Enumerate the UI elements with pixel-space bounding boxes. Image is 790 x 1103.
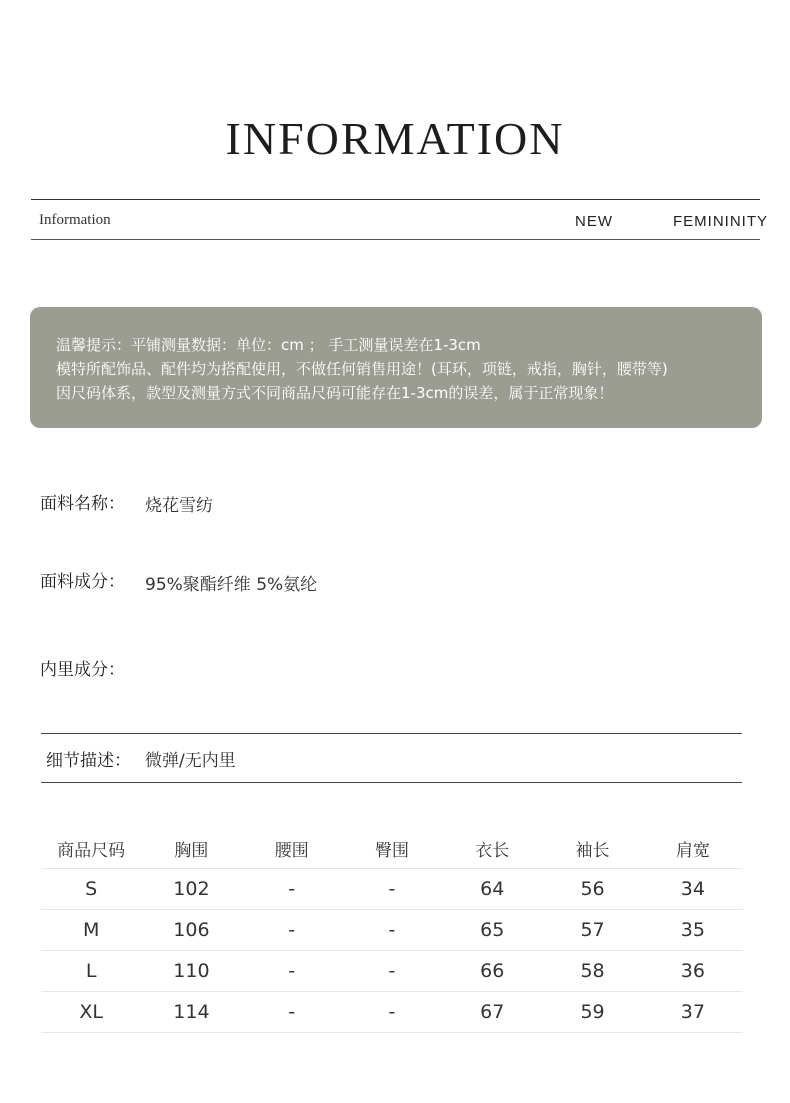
size-header-cell: 肩宽	[643, 828, 743, 869]
size-cell: XL	[41, 992, 141, 1033]
table-row	[41, 951, 743, 992]
table-row	[41, 992, 743, 1033]
page-title: INFORMATION	[225, 113, 565, 164]
size-cell: M	[41, 910, 141, 951]
size-cell: 35	[643, 910, 743, 951]
size-header-cell: 商品尺码	[41, 828, 141, 869]
header-bottom-rule	[31, 239, 760, 240]
size-cell: -	[242, 869, 342, 910]
size-cell: 64	[442, 869, 542, 910]
size-cell: 106	[141, 910, 241, 951]
fabric-composition-value: 95%聚酯纤维 5%氨纶	[145, 575, 318, 595]
notice-line: 因尺码体系，款型及测量方式不同商品尺码可能存在1-3cm的误差，属于正常现象！	[56, 384, 614, 402]
size-cell: 65	[442, 910, 542, 951]
size-cell: 66	[442, 951, 542, 992]
size-cell: 34	[643, 869, 743, 910]
size-table-header-row	[41, 828, 743, 869]
size-cell: -	[342, 992, 442, 1033]
detail-description-label: 细节描述：	[46, 751, 131, 771]
lining-composition-label: 内里成分：	[40, 660, 125, 680]
size-cell: 110	[141, 951, 241, 992]
size-cell: -	[342, 869, 442, 910]
fabric-name-label: 面料名称：	[40, 494, 125, 514]
size-cell: 102	[141, 869, 241, 910]
fabric-name-value: 烧花雪纺	[145, 496, 213, 516]
notice-line: 温馨提示：平铺测量数据：单位：cm ； 手工测量误差在1-3cm	[56, 336, 481, 354]
size-cell: -	[342, 951, 442, 992]
size-cell: L	[41, 951, 141, 992]
detail-bottom-rule	[41, 782, 742, 783]
size-header-cell: 臀围	[342, 828, 442, 869]
size-cell: -	[342, 910, 442, 951]
notice-line: 模特所配饰品、配件均为搭配使用，不做任何销售用途！(耳环，项链，戒指，胸针，腰带等)	[56, 360, 668, 378]
size-header-cell: 胸围	[141, 828, 241, 869]
detail-description-value: 微弹/无内里	[145, 751, 236, 771]
size-cell: 59	[542, 992, 642, 1033]
size-cell: -	[242, 992, 342, 1033]
size-cell: 67	[442, 992, 542, 1033]
size-cell: 114	[141, 992, 241, 1033]
size-cell: 56	[542, 869, 642, 910]
subtitle-new: NEW	[575, 213, 613, 230]
fabric-composition-label: 面料成分：	[40, 572, 125, 592]
header-top-rule	[31, 199, 760, 200]
size-cell: -	[242, 910, 342, 951]
size-table	[41, 828, 743, 1033]
size-cell: 36	[643, 951, 743, 992]
table-row	[41, 910, 743, 951]
size-cell: -	[242, 951, 342, 992]
notice-box	[30, 307, 762, 428]
size-cell: 37	[643, 992, 743, 1033]
table-row	[41, 869, 743, 910]
subtitle-left: Information	[39, 212, 111, 228]
detail-top-rule	[41, 733, 742, 734]
subtitle-femininity: FEMININITY	[673, 213, 768, 230]
size-cell: 57	[542, 910, 642, 951]
size-cell: 58	[542, 951, 642, 992]
size-header-cell: 衣长	[442, 828, 542, 869]
size-header-cell: 袖长	[542, 828, 642, 869]
size-cell: S	[41, 869, 141, 910]
size-header-cell: 腰围	[242, 828, 342, 869]
